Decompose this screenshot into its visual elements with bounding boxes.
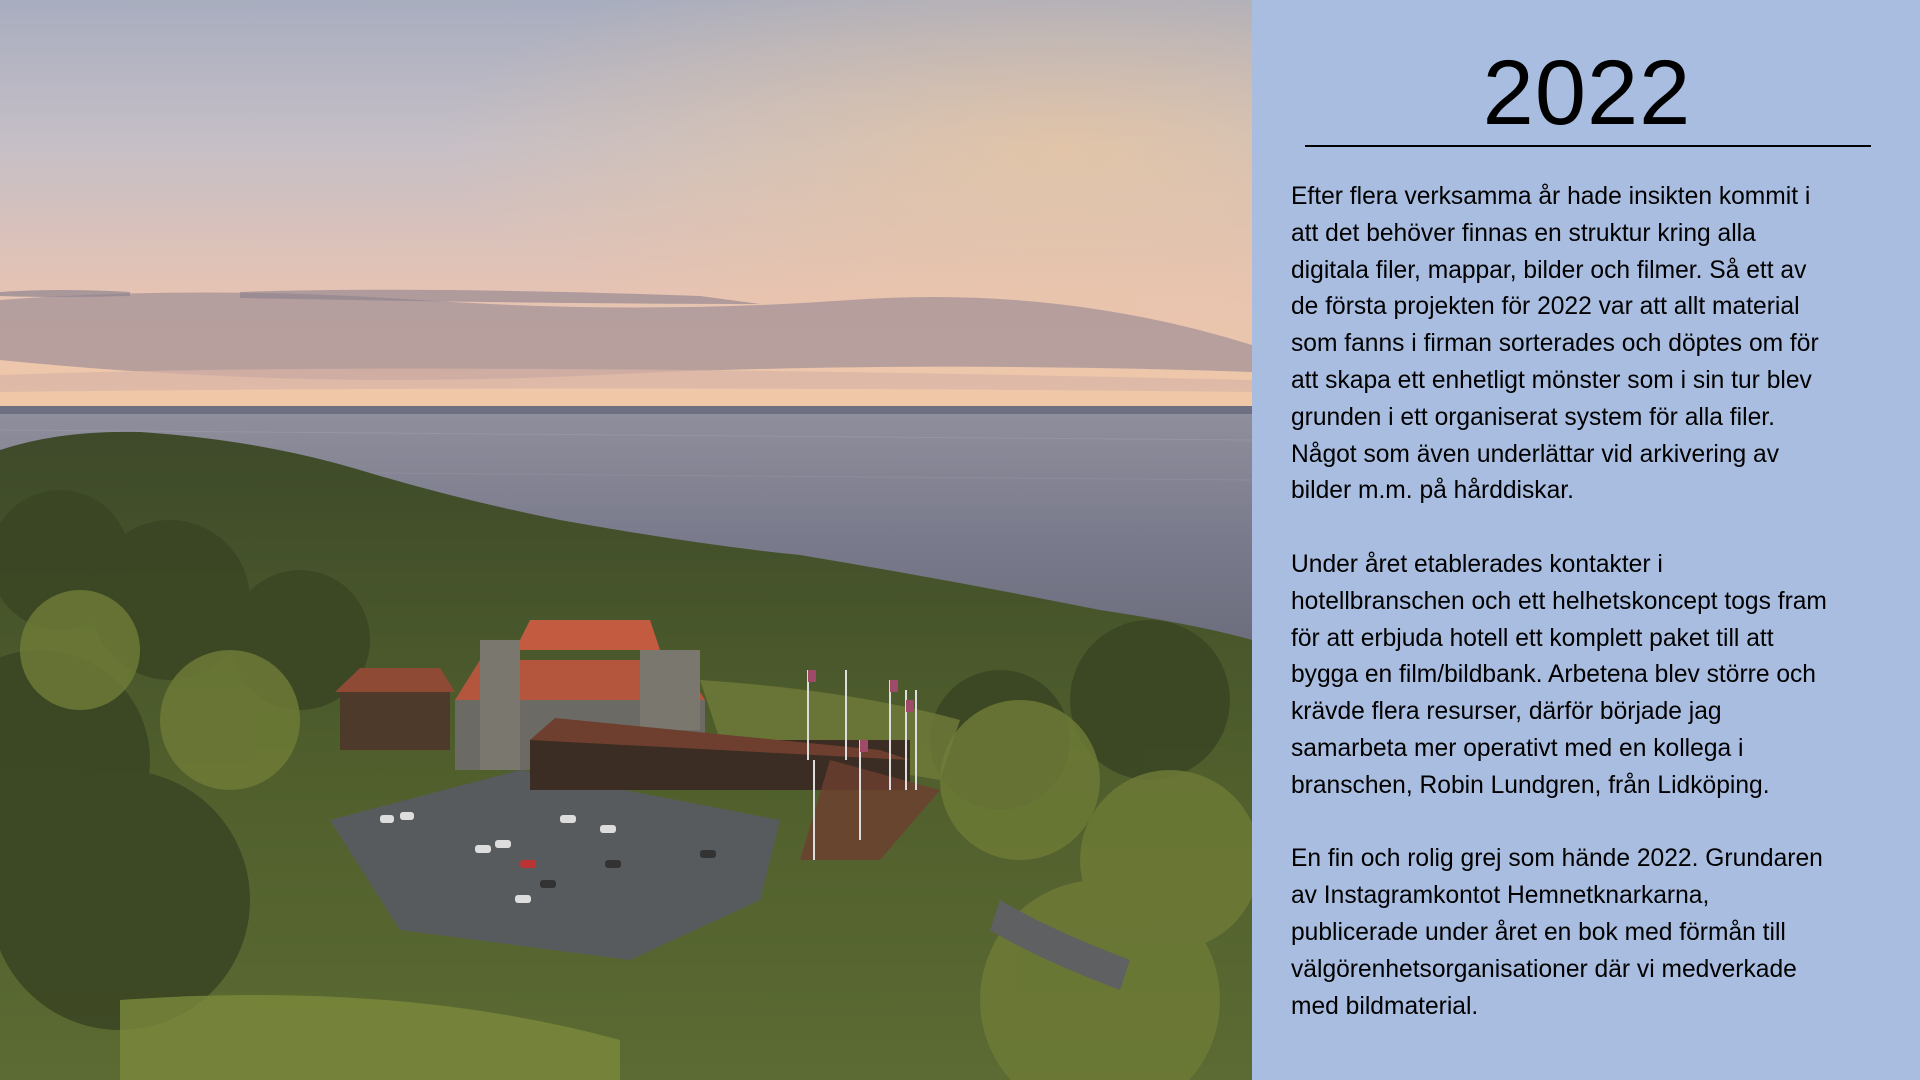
year-heading: 2022 (1482, 42, 1692, 144)
heading-divider (1305, 145, 1871, 147)
paragraph-3: En fin och rolig grej som hände 2022. Grundaren av Instagramkontot Hemnetknarkarna, publicerade under året en bok med förmån till välgörenhetsorganisationer där vi medverkade med bildmaterial. (1291, 845, 1823, 1020)
paragraph-2: Under året etablerades kontakter i hotellbranschen och ett helhetskoncept togs fram för att erbjuda hotell ett komplett paket till att bygga en film/bildbank. Arbetena blev större och krävde flera resurser, därför började jag samarbeta mer operativt med en kollega i branschen, Robin Lundgren, från Lidköping. (1291, 550, 1827, 799)
text-panel (1252, 0, 1920, 1080)
paragraph-1: Efter flera verksamma år hade insikten kommit i att det behöver finnas en struktur kring alla digitala filer, mappar, bilder och filmer. Så ett av de första projekten för 2022 var att allt material som fanns i firman sorterades och döptes om för att skapa ett enhetligt mönster som i sin tur blev grunden i ett organiserat system för alla filer. Något som även underlättar vid arkivering av bilder m.m. på hårddiskar. (1291, 183, 1819, 505)
body-text (1291, 179, 1891, 1062)
